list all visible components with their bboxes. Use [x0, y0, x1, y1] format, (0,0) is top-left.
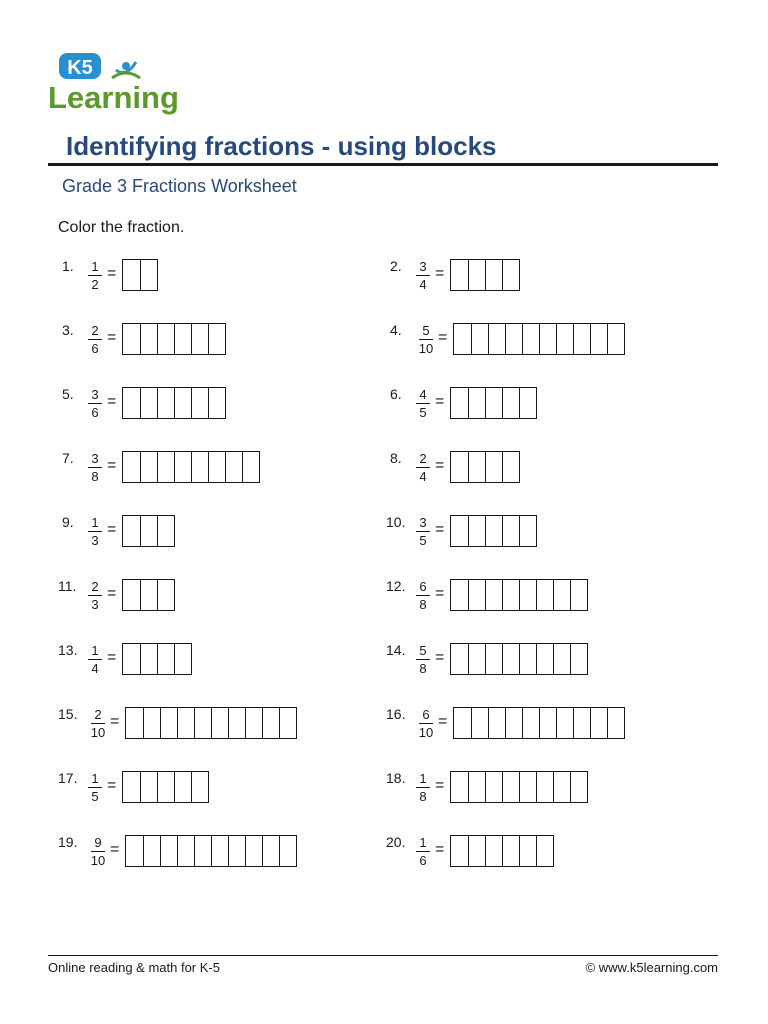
equals-sign: =	[435, 521, 445, 538]
problem-number: 7.	[62, 450, 74, 466]
problem-number: 13.	[58, 642, 78, 658]
fraction-denominator: 4	[419, 469, 427, 484]
problem-number: 4.	[390, 322, 402, 338]
problem-number: 20.	[386, 834, 406, 850]
block-cell[interactable]	[468, 516, 485, 546]
block-cell[interactable]	[471, 324, 488, 354]
block-cell[interactable]	[177, 836, 194, 866]
block-cell[interactable]	[262, 836, 279, 866]
block-cell[interactable]	[454, 708, 471, 738]
fraction	[85, 579, 105, 612]
fraction-numerator: 4	[419, 387, 427, 402]
block-cell[interactable]	[174, 644, 191, 674]
fraction-blocks	[450, 835, 554, 867]
block-cell[interactable]	[454, 324, 471, 354]
problem-number: 8.	[390, 450, 402, 466]
block-cell[interactable]	[191, 388, 208, 418]
block-cell[interactable]	[174, 772, 191, 802]
block-cell[interactable]	[502, 516, 519, 546]
block-cell[interactable]	[123, 516, 140, 546]
fraction	[413, 771, 433, 804]
block-cell[interactable]	[123, 260, 140, 290]
block-cell[interactable]	[245, 836, 262, 866]
logo-word-text: Learning	[48, 80, 179, 115]
block-cell[interactable]	[519, 516, 536, 546]
problem-number: 10.	[386, 514, 406, 530]
block-cell[interactable]	[451, 516, 468, 546]
equals-sign: =	[435, 585, 445, 602]
fraction-numerator: 1	[91, 643, 99, 658]
fraction-numerator: 3	[91, 387, 99, 402]
block-cell[interactable]	[468, 260, 485, 290]
block-cell[interactable]	[191, 772, 208, 802]
fraction-bar	[88, 339, 102, 340]
problem-number: 16.	[386, 706, 406, 722]
block-cell[interactable]	[451, 260, 468, 290]
fraction-blocks	[122, 771, 209, 803]
block-cell[interactable]	[519, 388, 536, 418]
block-cell[interactable]	[451, 644, 468, 674]
block-cell[interactable]	[522, 708, 539, 738]
block-cell[interactable]	[211, 708, 228, 738]
fraction	[88, 707, 108, 740]
block-cell[interactable]	[191, 324, 208, 354]
block-cell[interactable]	[208, 324, 225, 354]
fraction-blocks	[122, 259, 158, 291]
fraction-bar	[416, 467, 430, 468]
block-cell[interactable]	[177, 708, 194, 738]
block-cell[interactable]	[502, 260, 519, 290]
block-cell[interactable]	[451, 772, 468, 802]
block-cell[interactable]	[174, 452, 191, 482]
footer-divider	[48, 955, 718, 956]
block-cell[interactable]	[451, 580, 468, 610]
fraction-blocks	[453, 707, 625, 739]
fraction-denominator: 6	[91, 341, 99, 356]
block-cell[interactable]	[502, 836, 519, 866]
fraction-numerator: 1	[91, 515, 99, 530]
block-cell[interactable]	[123, 452, 140, 482]
fraction-denominator: 6	[91, 405, 99, 420]
block-cell[interactable]	[211, 836, 228, 866]
block-cell[interactable]	[553, 772, 570, 802]
block-cell[interactable]	[536, 644, 553, 674]
equals-sign: =	[438, 329, 448, 346]
block-cell[interactable]	[140, 644, 157, 674]
equals-sign: =	[435, 649, 445, 666]
fraction	[88, 835, 108, 868]
fraction-denominator: 4	[91, 661, 99, 676]
fraction-denominator: 10	[90, 725, 106, 740]
fraction-blocks	[125, 835, 297, 867]
fraction-blocks	[450, 387, 537, 419]
block-cell[interactable]	[208, 388, 225, 418]
equals-sign: =	[107, 329, 117, 346]
block-cell[interactable]	[468, 644, 485, 674]
fraction-blocks	[122, 387, 226, 419]
equals-sign: =	[110, 841, 120, 858]
block-cell[interactable]	[485, 580, 502, 610]
fraction-bar	[416, 531, 430, 532]
block-cell[interactable]	[157, 516, 174, 546]
fraction-bar	[88, 659, 102, 660]
fraction-bar	[416, 659, 430, 660]
block-cell[interactable]	[157, 452, 174, 482]
fraction	[413, 835, 433, 868]
fraction-denominator: 8	[419, 661, 427, 676]
block-cell[interactable]	[536, 836, 553, 866]
fraction	[413, 579, 433, 612]
block-cell[interactable]	[468, 836, 485, 866]
problem-number: 6.	[390, 386, 402, 402]
fraction	[413, 387, 433, 420]
equals-sign: =	[435, 841, 445, 858]
equals-sign: =	[435, 393, 445, 410]
fraction	[85, 259, 105, 292]
fraction	[85, 771, 105, 804]
block-cell[interactable]	[262, 708, 279, 738]
fraction-blocks	[122, 643, 192, 675]
block-cell[interactable]	[488, 324, 505, 354]
fraction-denominator: 4	[419, 277, 427, 292]
problem-number: 12.	[386, 578, 406, 594]
block-cell[interactable]	[126, 708, 143, 738]
fraction-blocks	[450, 579, 588, 611]
block-cell[interactable]	[228, 836, 245, 866]
problem-number: 5.	[62, 386, 74, 402]
fraction-denominator: 5	[419, 533, 427, 548]
block-cell[interactable]	[502, 644, 519, 674]
equals-sign: =	[107, 265, 117, 282]
block-cell[interactable]	[126, 836, 143, 866]
block-cell[interactable]	[123, 324, 140, 354]
equals-sign: =	[435, 265, 445, 282]
block-cell[interactable]	[485, 836, 502, 866]
fraction-bar	[416, 595, 430, 596]
fraction-numerator: 1	[419, 835, 427, 850]
fraction-denominator: 8	[419, 597, 427, 612]
fraction-numerator: 6	[419, 579, 427, 594]
fraction-blocks	[122, 323, 226, 355]
fraction-bar	[88, 531, 102, 532]
block-cell[interactable]	[485, 516, 502, 546]
fraction	[413, 643, 433, 676]
fraction	[413, 451, 433, 484]
problem-number: 17.	[58, 770, 78, 786]
fraction-numerator: 1	[91, 771, 99, 786]
block-cell[interactable]	[140, 260, 157, 290]
problem-number: 14.	[386, 642, 406, 658]
block-cell[interactable]	[502, 580, 519, 610]
block-cell[interactable]	[468, 580, 485, 610]
block-cell[interactable]	[519, 580, 536, 610]
equals-sign: =	[107, 777, 117, 794]
block-cell[interactable]	[174, 324, 191, 354]
block-cell[interactable]	[140, 516, 157, 546]
block-cell[interactable]	[157, 580, 174, 610]
fraction-bar	[88, 595, 102, 596]
fraction-numerator: 2	[94, 707, 102, 722]
block-cell[interactable]	[157, 772, 174, 802]
fraction-numerator: 3	[419, 515, 427, 530]
block-cell[interactable]	[502, 452, 519, 482]
block-cell[interactable]	[242, 452, 259, 482]
equals-sign: =	[107, 585, 117, 602]
block-cell[interactable]	[536, 772, 553, 802]
block-cell[interactable]	[519, 644, 536, 674]
block-cell[interactable]	[468, 388, 485, 418]
fraction-denominator: 5	[419, 405, 427, 420]
block-cell[interactable]	[607, 324, 624, 354]
block-cell[interactable]	[123, 580, 140, 610]
block-cell[interactable]	[468, 452, 485, 482]
block-cell[interactable]	[570, 580, 587, 610]
fraction	[416, 323, 436, 356]
fraction-bar	[91, 851, 105, 852]
problem-number: 1.	[62, 258, 74, 274]
fraction-denominator: 3	[91, 533, 99, 548]
fraction-denominator: 10	[418, 341, 434, 356]
block-cell[interactable]	[140, 580, 157, 610]
fraction-denominator: 2	[91, 277, 99, 292]
block-cell[interactable]	[590, 324, 607, 354]
block-cell[interactable]	[488, 708, 505, 738]
fraction-bar	[88, 403, 102, 404]
fraction-numerator: 2	[91, 579, 99, 594]
block-cell[interactable]	[485, 388, 502, 418]
fraction-bar	[416, 787, 430, 788]
block-cell[interactable]	[228, 708, 245, 738]
problem-number: 15.	[58, 706, 78, 722]
block-cell[interactable]	[140, 452, 157, 482]
fraction	[416, 707, 436, 740]
block-cell[interactable]	[160, 708, 177, 738]
block-cell[interactable]	[505, 708, 522, 738]
equals-sign: =	[107, 457, 117, 474]
fraction	[85, 323, 105, 356]
block-cell[interactable]	[279, 836, 296, 866]
fraction	[85, 643, 105, 676]
equals-sign: =	[438, 713, 448, 730]
equals-sign: =	[110, 713, 120, 730]
fraction-denominator: 8	[91, 469, 99, 484]
block-cell[interactable]	[245, 708, 262, 738]
fraction-bar	[88, 275, 102, 276]
block-cell[interactable]	[607, 708, 624, 738]
fraction-bar	[88, 787, 102, 788]
block-cell[interactable]	[140, 772, 157, 802]
fraction-numerator: 5	[422, 323, 430, 338]
footer-tagline: Online reading & math for K-5	[48, 960, 220, 975]
block-cell[interactable]	[556, 708, 573, 738]
fraction-numerator: 9	[94, 835, 102, 850]
fraction-denominator: 3	[91, 597, 99, 612]
fraction-bar	[419, 723, 433, 724]
fraction-denominator: 8	[419, 789, 427, 804]
block-cell[interactable]	[140, 388, 157, 418]
block-cell[interactable]	[451, 452, 468, 482]
block-cell[interactable]	[536, 580, 553, 610]
block-cell[interactable]	[553, 644, 570, 674]
fraction	[413, 259, 433, 292]
block-cell[interactable]	[590, 708, 607, 738]
problem-number: 18.	[386, 770, 406, 786]
block-cell[interactable]	[143, 836, 160, 866]
block-cell[interactable]	[573, 708, 590, 738]
block-cell[interactable]	[485, 260, 502, 290]
block-cell[interactable]	[123, 772, 140, 802]
fraction-blocks	[450, 259, 520, 291]
block-cell[interactable]	[485, 452, 502, 482]
fraction-numerator: 6	[422, 707, 430, 722]
block-cell[interactable]	[539, 324, 556, 354]
block-cell[interactable]	[519, 836, 536, 866]
fraction-numerator: 5	[419, 643, 427, 658]
k5-learning-logo	[46, 48, 191, 116]
block-cell[interactable]	[502, 388, 519, 418]
fraction	[85, 451, 105, 484]
block-cell[interactable]	[539, 708, 556, 738]
fraction-numerator: 2	[91, 323, 99, 338]
block-cell[interactable]	[123, 644, 140, 674]
equals-sign: =	[107, 521, 117, 538]
fraction-blocks	[122, 515, 175, 547]
worksheet-title: Identifying fractions - using blocks	[66, 131, 497, 161]
instruction-text: Color the fraction.	[58, 219, 185, 236]
fraction-numerator: 3	[419, 259, 427, 274]
block-cell[interactable]	[451, 836, 468, 866]
block-cell[interactable]	[194, 836, 211, 866]
fraction-bar	[419, 339, 433, 340]
equals-sign: =	[435, 777, 445, 794]
block-cell[interactable]	[468, 772, 485, 802]
fraction-blocks	[122, 451, 260, 483]
equals-sign: =	[435, 457, 445, 474]
block-cell[interactable]	[157, 388, 174, 418]
fraction-numerator: 1	[419, 771, 427, 786]
fraction-bar	[416, 851, 430, 852]
fraction-numerator: 2	[419, 451, 427, 466]
fraction-denominator: 10	[90, 853, 106, 868]
fraction-bar	[416, 403, 430, 404]
block-cell[interactable]	[225, 452, 242, 482]
problem-number: 3.	[62, 322, 74, 338]
block-cell[interactable]	[143, 708, 160, 738]
problem-number: 9.	[62, 514, 74, 530]
block-cell[interactable]	[208, 452, 225, 482]
block-cell[interactable]	[505, 324, 522, 354]
worksheet-subtitle: Grade 3 Fractions Worksheet	[62, 176, 297, 196]
problem-number: 2.	[390, 258, 402, 274]
block-cell[interactable]	[570, 644, 587, 674]
block-cell[interactable]	[485, 772, 502, 802]
fraction-denominator: 6	[419, 853, 427, 868]
fraction-denominator: 10	[418, 725, 434, 740]
title-divider	[48, 163, 718, 166]
block-cell[interactable]	[451, 388, 468, 418]
problem-number: 11.	[58, 578, 77, 594]
fraction-blocks	[122, 579, 175, 611]
equals-sign: =	[107, 393, 117, 410]
block-cell[interactable]	[570, 772, 587, 802]
block-cell[interactable]	[573, 324, 590, 354]
block-cell[interactable]	[140, 324, 157, 354]
fraction-numerator: 3	[91, 451, 99, 466]
block-cell[interactable]	[556, 324, 573, 354]
fraction-blocks	[450, 515, 537, 547]
logo-badge-text: K5	[67, 57, 93, 79]
fraction-blocks	[450, 643, 588, 675]
fraction-blocks	[450, 451, 520, 483]
block-cell[interactable]	[160, 836, 177, 866]
fraction	[85, 515, 105, 548]
fraction-denominator: 5	[91, 789, 99, 804]
fraction	[85, 387, 105, 420]
block-cell[interactable]	[157, 324, 174, 354]
block-cell[interactable]	[522, 324, 539, 354]
logo-graphic	[46, 48, 191, 116]
block-cell[interactable]	[471, 708, 488, 738]
block-cell[interactable]	[191, 452, 208, 482]
problem-number: 19.	[58, 834, 78, 850]
block-cell[interactable]	[194, 708, 211, 738]
block-cell[interactable]	[553, 580, 570, 610]
fraction-blocks	[453, 323, 625, 355]
block-cell[interactable]	[123, 388, 140, 418]
block-cell[interactable]	[157, 644, 174, 674]
block-cell[interactable]	[174, 388, 191, 418]
fraction-blocks	[450, 771, 588, 803]
fraction-bar	[88, 467, 102, 468]
block-cell[interactable]	[279, 708, 296, 738]
block-cell[interactable]	[485, 644, 502, 674]
fraction-numerator: 1	[91, 259, 99, 274]
fraction-bar	[91, 723, 105, 724]
equals-sign: =	[107, 649, 117, 666]
block-cell[interactable]	[519, 772, 536, 802]
fraction	[413, 515, 433, 548]
fraction-bar	[416, 275, 430, 276]
block-cell[interactable]	[502, 772, 519, 802]
fraction-blocks	[125, 707, 297, 739]
footer-website: © www.k5learning.com	[585, 960, 718, 975]
